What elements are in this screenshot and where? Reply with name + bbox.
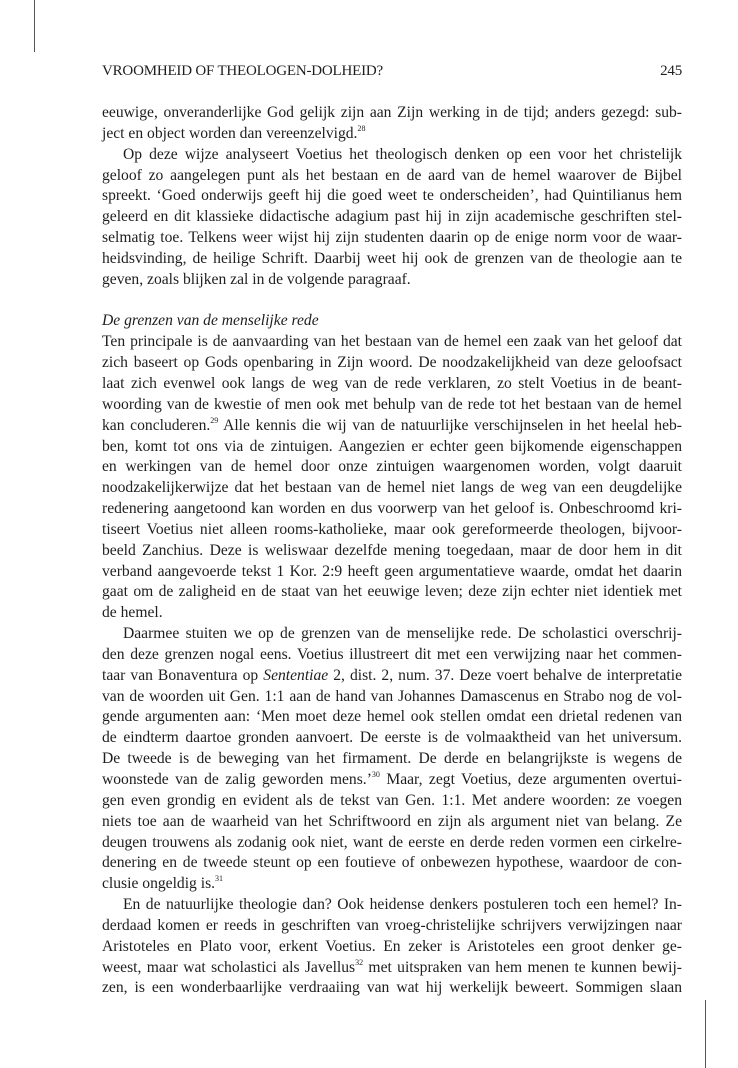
- text-segment: Maar, zegt Voetius, deze argumenten overtui-: [379, 771, 682, 788]
- text-line: [102, 749, 682, 770]
- footnote-reference: 31: [215, 874, 224, 884]
- text-segment: 2, dist. 2, num. 37. Deze voert behalve de interpretatie: [328, 666, 683, 684]
- text-line: [102, 416, 682, 437]
- paragraph: [102, 624, 682, 895]
- text-line: [102, 895, 682, 916]
- text-segment: spreekt. ‘Goed onderwijs geeft hij die goed weet te onderscheiden’, had Quintilianus hem: [102, 187, 682, 205]
- text-segment: denering en de tweede steunt op een foutieve of onbewezen hypothese, waardoor de con-: [102, 854, 682, 872]
- footnote-reference: 30: [371, 770, 380, 779]
- text-line: [102, 478, 682, 499]
- running-title: VROOMHEID OF THEOLOGEN-DOLHEID?: [102, 63, 383, 79]
- text-segment: verband aangevoerde tekst 1 Kor. 2:9 heeft geen argumentatieve waarde, omdat het daarin: [102, 562, 682, 580]
- text-line: [102, 145, 682, 166]
- text-segment: Alle kennis die wij van de natuurlijke verschijnselen in het heelal heb-: [218, 416, 682, 434]
- text-segment: gende argumenten aan: ‘Men moet deze hemel ook stellen omdat een drietal redenen van: [102, 708, 682, 726]
- text-line: [102, 770, 682, 791]
- text-segment: beeld Zanchius. Deze is weliswaar dezelfde mening toegedaan, maar de door hem in dit: [102, 541, 682, 559]
- text-line: [102, 728, 682, 749]
- page-number: 245: [660, 63, 682, 79]
- text-segment: gaat om de zaligheid en de staat van het eeuwige leven; deze zijn echter niet identiek met: [102, 583, 682, 601]
- paragraph: [102, 103, 682, 145]
- text-line: [102, 186, 682, 207]
- text-segment: deugen trouwens als zodanig ook niet, want de eerste en derde reden vormen een cirkelre-: [102, 833, 682, 851]
- text-line: [102, 374, 682, 395]
- text-segment: van de woorden uit Gen. 1:1 aan de hand van Johannes Damascenus en Strabo nog de vol-: [102, 687, 682, 705]
- text-line: [102, 853, 682, 874]
- paragraph: [102, 895, 682, 999]
- text-line: [102, 207, 682, 228]
- paragraph: [102, 145, 682, 291]
- text-segment: geven, zoals blijken zal in de volgende paragraaf.: [102, 270, 411, 288]
- text-segment: de eindterm daartoe gronden aanvoert. De eerste is de volmaaktheid van het universum.: [102, 729, 682, 747]
- scan-edge-line-right: [705, 1000, 706, 1068]
- text-line: [102, 978, 682, 999]
- text-line: [102, 707, 682, 728]
- text-segment: ject en object worden dan vereenzelvigd.: [102, 124, 358, 142]
- text-line: [102, 812, 682, 833]
- footnote-reference: 29: [210, 415, 219, 425]
- text-segment: zich baseert op Gods openbaring in Zijn woord. De noodzakelijkheid van deze geloofsact: [102, 354, 682, 372]
- footnote-reference: 28: [357, 123, 366, 133]
- text-line: [102, 833, 682, 854]
- scan-edge-line-left: [34, 0, 35, 52]
- footnote-reference: 32: [355, 957, 364, 967]
- text-segment: eeuwige, onveranderlijke God gelijk zijn aan Zijn werking in de tijd; anders gezegd: sub-: [102, 104, 682, 121]
- text-segment: weest, maar wat scholastici als Javellus: [102, 958, 356, 976]
- text-segment: woonstede van de zalig geworden mens.’: [102, 771, 372, 788]
- text-segment: en werkingen van de hemel door onze zintuigen waargenomen worden, volgt daaruit: [102, 458, 682, 476]
- text-segment: taar van Bonaventura op: [102, 666, 264, 684]
- text-segment: geloof zo aangelegen punt als het bestaan en de aard van de hemel waarover de Bijbel: [102, 166, 682, 184]
- text-line: [102, 103, 682, 124]
- text-line: [102, 270, 682, 291]
- text-segment: kan concluderen.: [102, 416, 211, 434]
- running-header: [102, 63, 682, 80]
- text-segment: gen even grondig en evident als de tekst van Gen. 1:1. Met andere woorden: ze voegen: [102, 791, 682, 809]
- text-segment: zen, is een wonderbaarlijke verdraaiing van wat hij werkelijk beweert. Sommigen slaan: [102, 979, 682, 997]
- text-line: [102, 916, 682, 937]
- text-line: [102, 249, 682, 270]
- text-segment: laat zich evenwel ook langs de weg van de rede verklaren, zo stelt Voetius in de beant-: [102, 374, 682, 392]
- text-segment: geleerd en dit klassieke didactische adagium past hij in zijn academische geschriften stel-: [102, 208, 682, 226]
- text-segment: Daarmee stuiten we op de grenzen van de menselijke rede. De scholastici overschrij-: [123, 625, 682, 643]
- text-line: [102, 353, 682, 374]
- text-line: [102, 124, 682, 145]
- text-line: [102, 958, 682, 979]
- text-segment: heidsvinding, de heilige Schrift. Daarbij weet hij ook de grenzen van de theologie aan te: [102, 249, 682, 267]
- text-line: [102, 332, 682, 353]
- text-line: [102, 437, 682, 458]
- italic-title: Sententiae: [263, 666, 329, 684]
- section-heading: De grenzen van de menselijke rede: [102, 312, 319, 330]
- text-segment: noodzakelijkerwijze dat het bestaan van de hemel niet langs de weg van een deugdelijke: [102, 479, 682, 497]
- text-line: [102, 395, 682, 416]
- text-line: [102, 582, 682, 603]
- text-segment: ben, komt tot ons via de zintuigen. Aangezien er echter geen bijkomende eigenschappen: [102, 437, 682, 455]
- text-line: [102, 603, 682, 624]
- text-line: [102, 666, 682, 687]
- text-segment: Op deze wijze analyseert Voetius het theologisch denken op een voor het christelijk: [123, 145, 682, 163]
- text-segment: Ten principale is de aanvaarding van het bestaan van de hemel een zaak van het geloof dat: [102, 333, 682, 351]
- text-line: [102, 228, 682, 249]
- text-segment: den deze grenzen nogal eens. Voetius illustreert dit met een verwijzing naar het commen-: [102, 645, 682, 663]
- section-spacer: [102, 291, 682, 312]
- text-line: [102, 937, 682, 958]
- text-line: [102, 645, 682, 666]
- text-segment: woording van de kwestie of men ook met behulp van de rede tot het bestaan van de hemel: [102, 395, 682, 413]
- page-body: [102, 103, 682, 999]
- text-line: [102, 791, 682, 812]
- text-line: [102, 624, 682, 645]
- text-segment: En de natuurlijke theologie dan? Ook heidense denkers postuleren toch een hemel? In-: [123, 896, 682, 914]
- paragraph: [102, 332, 682, 624]
- text-line: [102, 687, 682, 708]
- text-segment: tiseert Voetius niet alleen rooms-katholieke, maar ook gereformeerde theologen, bijvoor-: [102, 520, 682, 538]
- text-segment: redenering aangetoond kan worden en dus voorwerp van het geloof is. Onbeschroomd kri-: [102, 500, 682, 518]
- text-segment: de hemel.: [102, 604, 163, 622]
- text-segment: Aristoteles en Plato voor, erkent Voetius. En zeker is Aristoteles een groot denker ge-: [102, 937, 682, 955]
- text-line: [102, 520, 682, 541]
- text-line: [102, 457, 682, 478]
- text-line: [102, 499, 682, 520]
- text-line: [102, 874, 682, 895]
- text-line: [102, 166, 682, 187]
- text-segment: clusie ongeldig is.: [102, 875, 216, 893]
- text-segment: niets toe aan de waarheid van het Schriftwoord en zijn als argument niet van belang. Ze: [102, 812, 682, 830]
- text-segment: derdaad komen er reeds in geschriften van vroeg-christelijke schrijvers verwijzingen naar: [102, 916, 682, 934]
- text-segment: met uitspraken van hem menen te kunnen bewij-: [363, 958, 682, 976]
- text-line: [102, 541, 682, 562]
- text-line: [102, 562, 682, 583]
- text-segment: selmatig toe. Telkens weer wijst hij zijn studenten daarin op de enige norm voor de waar-: [102, 229, 682, 247]
- text-segment: De tweede is de beweging van het firmament. De derde en belangrijkste is wegens de: [102, 750, 682, 768]
